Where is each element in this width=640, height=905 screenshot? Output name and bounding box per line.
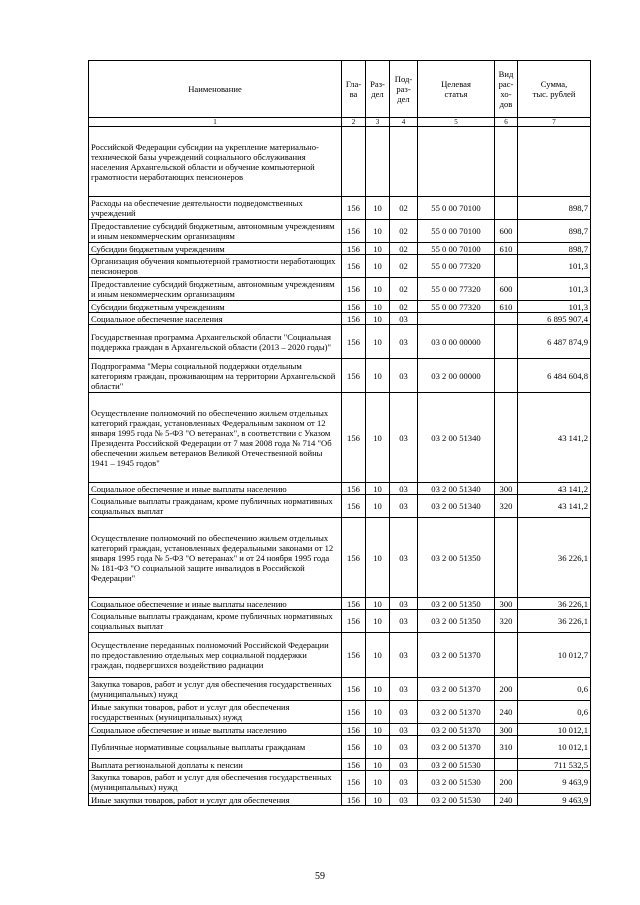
row-expense-type: 200 xyxy=(495,678,518,701)
row-chapter: 156 xyxy=(342,313,366,325)
row-amount: 36 226,1 xyxy=(518,518,591,598)
row-name: Иные закупки товаров, работ и услуг для обеспечения xyxy=(89,794,342,806)
row-chapter: 156 xyxy=(342,724,366,736)
row-subsection: 03 xyxy=(390,598,418,610)
row-section: 10 xyxy=(366,301,390,313)
row-subsection: 03 xyxy=(390,771,418,794)
row-expense-type xyxy=(495,518,518,598)
row-target-article: 55 0 00 70100 xyxy=(418,197,495,220)
row-subsection: 03 xyxy=(390,736,418,759)
row-expense-type xyxy=(495,313,518,325)
table-row xyxy=(89,610,591,633)
table-row xyxy=(89,633,591,678)
row-expense-type xyxy=(495,393,518,483)
row-section: 10 xyxy=(366,678,390,701)
row-chapter: 156 xyxy=(342,255,366,278)
row-expense-type: 300 xyxy=(495,598,518,610)
table-row xyxy=(89,483,591,495)
row-chapter: 156 xyxy=(342,243,366,255)
row-target-article: 55 0 00 70100 xyxy=(418,243,495,255)
table-row xyxy=(89,678,591,701)
row-expense-type: 300 xyxy=(495,724,518,736)
row-target-article: 03 2 00 51340 xyxy=(418,495,495,518)
table-row xyxy=(89,736,591,759)
row-amount: 101,3 xyxy=(518,255,591,278)
row-name: Государственная программа Архангельской области "Социальная поддержка граждан в Архангельской области (2013 – 2020 годы)" xyxy=(89,325,342,359)
header-expense-type: Вид рас- хо- дов xyxy=(495,61,518,118)
row-target-article: 03 2 00 51350 xyxy=(418,598,495,610)
row-expense-type xyxy=(495,255,518,278)
row-target-article: 03 2 00 51530 xyxy=(418,771,495,794)
row-amount: 10 012,1 xyxy=(518,724,591,736)
row-section: 10 xyxy=(366,197,390,220)
row-expense-type: 600 xyxy=(495,220,518,243)
row-chapter: 156 xyxy=(342,518,366,598)
row-target-article: 03 2 00 51370 xyxy=(418,736,495,759)
row-section: 10 xyxy=(366,610,390,633)
row-subsection: 03 xyxy=(390,483,418,495)
row-amount: 101,3 xyxy=(518,301,591,313)
row-amount: 10 012,7 xyxy=(518,633,591,678)
row-chapter: 156 xyxy=(342,325,366,359)
row-target-article: 03 2 00 51370 xyxy=(418,701,495,724)
row-amount: 36 226,1 xyxy=(518,598,591,610)
row-amount: 0,6 xyxy=(518,701,591,724)
row-subsection: 03 xyxy=(390,359,418,393)
row-subsection: 03 xyxy=(390,393,418,483)
header-chapter: Гла- ва xyxy=(342,61,366,118)
row-section: 10 xyxy=(366,243,390,255)
row-chapter: 156 xyxy=(342,301,366,313)
row-name: Осуществление переданных полномочий Российской Федерации по предоставлению отдельных мер социальной поддержки граждан, подвергшихся воздействию радиации xyxy=(89,633,342,678)
row-subsection: 03 xyxy=(390,518,418,598)
row-target-article: 03 2 00 51350 xyxy=(418,610,495,633)
row-section: 10 xyxy=(366,794,390,806)
row-section: 10 xyxy=(366,393,390,483)
table-row xyxy=(89,495,591,518)
row-section: 10 xyxy=(366,255,390,278)
row-chapter: 156 xyxy=(342,759,366,771)
row-subsection: 02 xyxy=(390,301,418,313)
row-amount: 36 226,1 xyxy=(518,610,591,633)
row-target-article xyxy=(418,127,495,197)
row-chapter: 156 xyxy=(342,278,366,301)
row-subsection: 03 xyxy=(390,678,418,701)
row-chapter: 156 xyxy=(342,495,366,518)
row-target-article: 55 0 00 77320 xyxy=(418,301,495,313)
row-subsection: 02 xyxy=(390,220,418,243)
row-section: 10 xyxy=(366,359,390,393)
row-name: Иные закупки товаров, работ и услуг для обеспечения государственных (муниципальных) нужд xyxy=(89,701,342,724)
row-chapter: 156 xyxy=(342,771,366,794)
row-subsection: 03 xyxy=(390,325,418,359)
row-amount: 6 895 907,4 xyxy=(518,313,591,325)
row-section: 10 xyxy=(366,724,390,736)
row-expense-type xyxy=(495,759,518,771)
row-expense-type: 600 xyxy=(495,278,518,301)
header-section: Раз- дел xyxy=(366,61,390,118)
row-amount: 9 463,9 xyxy=(518,771,591,794)
row-expense-type: 300 xyxy=(495,483,518,495)
row-amount: 10 012,1 xyxy=(518,736,591,759)
row-chapter: 156 xyxy=(342,220,366,243)
row-chapter: 156 xyxy=(342,633,366,678)
row-section: 10 xyxy=(366,736,390,759)
row-expense-type: 240 xyxy=(495,701,518,724)
row-subsection: 02 xyxy=(390,278,418,301)
row-section: 10 xyxy=(366,518,390,598)
column-number: 5 xyxy=(418,118,495,127)
table-row xyxy=(89,771,591,794)
row-name: Выплата региональной доплаты к пенсии xyxy=(89,759,342,771)
row-name: Социальное обеспечение и иные выплаты населению xyxy=(89,483,342,495)
row-target-article: 55 0 00 70100 xyxy=(418,220,495,243)
table-body xyxy=(89,127,591,806)
row-chapter: 156 xyxy=(342,598,366,610)
row-section: 10 xyxy=(366,633,390,678)
row-section: 10 xyxy=(366,759,390,771)
row-target-article: 03 2 00 51340 xyxy=(418,483,495,495)
row-section: 10 xyxy=(366,313,390,325)
row-expense-type: 310 xyxy=(495,736,518,759)
row-amount: 43 141,2 xyxy=(518,483,591,495)
row-amount: 898,7 xyxy=(518,197,591,220)
row-expense-type xyxy=(495,325,518,359)
table-row xyxy=(89,325,591,359)
row-expense-type: 320 xyxy=(495,495,518,518)
row-name: Субсидии бюджетным учреждениям xyxy=(89,301,342,313)
row-subsection: 03 xyxy=(390,701,418,724)
row-chapter xyxy=(342,127,366,197)
row-subsection xyxy=(390,127,418,197)
table-row xyxy=(89,598,591,610)
row-name: Предоставление субсидий бюджетным, автономным учреждениям и иным некоммерческим организациям xyxy=(89,220,342,243)
row-amount: 898,7 xyxy=(518,220,591,243)
row-amount: 9 463,9 xyxy=(518,794,591,806)
row-target-article: 03 2 00 51350 xyxy=(418,518,495,598)
budget-table xyxy=(88,60,591,806)
row-name: Предоставление субсидий бюджетным, автономным учреждениям и иным некоммерческим организациям xyxy=(89,278,342,301)
table-header-row xyxy=(89,61,591,118)
row-section xyxy=(366,127,390,197)
row-subsection: 03 xyxy=(390,724,418,736)
row-name: Расходы на обеспечение деятельности подведомственных учреждений xyxy=(89,197,342,220)
row-chapter: 156 xyxy=(342,794,366,806)
row-name: Российской Федерации субсидии на укрепление материально-технической базы учреждений социального обслуживания населения Архангельской области и обучение компьютерной грамотности неработающих пенсионеров xyxy=(89,127,342,197)
row-subsection: 03 xyxy=(390,759,418,771)
row-target-article: 03 2 00 00000 xyxy=(418,359,495,393)
row-target-article: 03 2 00 51370 xyxy=(418,633,495,678)
page-number: 59 xyxy=(315,871,325,882)
table-row xyxy=(89,278,591,301)
table-row xyxy=(89,220,591,243)
row-section: 10 xyxy=(366,483,390,495)
header-target-article: Целевая статья xyxy=(418,61,495,118)
row-name: Субсидии бюджетным учреждениям xyxy=(89,243,342,255)
row-amount: 711 532,5 xyxy=(518,759,591,771)
row-target-article: 03 2 00 51370 xyxy=(418,678,495,701)
row-expense-type: 200 xyxy=(495,771,518,794)
row-chapter: 156 xyxy=(342,678,366,701)
row-name: Социальное обеспечение и иные выплаты населению xyxy=(89,724,342,736)
row-expense-type xyxy=(495,359,518,393)
row-name: Осуществление полномочий по обеспечению жильем отдельных категорий граждан, установленных Федеральным законом от 12 января 1995 года № 5-ФЗ "О ветеранах", в соответствии с Указом Президента Российской Федерации от 7 мая 2008 года № 714 "Об обеспечении жильем ветеранов Великой Отечественной войны 1941 – 1945 годов" xyxy=(89,393,342,483)
column-number: 6 xyxy=(495,118,518,127)
row-subsection: 03 xyxy=(390,313,418,325)
row-target-article xyxy=(418,313,495,325)
table-row xyxy=(89,255,591,278)
column-number: 3 xyxy=(366,118,390,127)
row-target-article: 03 2 00 51530 xyxy=(418,759,495,771)
header-subsection: Под- раз- дел xyxy=(390,61,418,118)
table-row xyxy=(89,794,591,806)
row-name: Публичные нормативные социальные выплаты гражданам xyxy=(89,736,342,759)
table-row xyxy=(89,724,591,736)
row-expense-type xyxy=(495,197,518,220)
row-expense-type: 320 xyxy=(495,610,518,633)
row-chapter: 156 xyxy=(342,359,366,393)
row-subsection: 03 xyxy=(390,610,418,633)
row-section: 10 xyxy=(366,771,390,794)
table-row xyxy=(89,518,591,598)
row-chapter: 156 xyxy=(342,393,366,483)
table-row xyxy=(89,243,591,255)
row-target-article: 03 2 00 51340 xyxy=(418,393,495,483)
row-amount: 101,3 xyxy=(518,278,591,301)
table-row xyxy=(89,127,591,197)
row-amount: 898,7 xyxy=(518,243,591,255)
row-name: Подпрограмма "Меры социальной поддержки отдельным категориям граждан, проживающим на территории Архангельской области" xyxy=(89,359,342,393)
row-name: Закупка товаров, работ и услуг для обеспечения государственных (муниципальных) нужд xyxy=(89,678,342,701)
row-subsection: 02 xyxy=(390,243,418,255)
row-subsection: 03 xyxy=(390,495,418,518)
row-name: Социальное обеспечение населения xyxy=(89,313,342,325)
table-row xyxy=(89,301,591,313)
column-number: 1 xyxy=(89,118,342,127)
row-target-article: 03 0 00 00000 xyxy=(418,325,495,359)
row-subsection: 02 xyxy=(390,255,418,278)
row-section: 10 xyxy=(366,495,390,518)
row-target-article: 55 0 00 77320 xyxy=(418,255,495,278)
row-chapter: 156 xyxy=(342,197,366,220)
row-chapter: 156 xyxy=(342,736,366,759)
row-amount: 0,6 xyxy=(518,678,591,701)
row-expense-type: 610 xyxy=(495,243,518,255)
row-section: 10 xyxy=(366,701,390,724)
row-expense-type xyxy=(495,127,518,197)
row-amount: 43 141,2 xyxy=(518,495,591,518)
row-section: 10 xyxy=(366,220,390,243)
table-row xyxy=(89,759,591,771)
table-row xyxy=(89,197,591,220)
column-number-row xyxy=(89,118,591,127)
row-subsection: 03 xyxy=(390,633,418,678)
row-expense-type: 610 xyxy=(495,301,518,313)
table-row xyxy=(89,701,591,724)
header-amount: Сумма, тыс. рублей xyxy=(518,61,591,118)
row-amount: 6 484 604,8 xyxy=(518,359,591,393)
row-expense-type xyxy=(495,633,518,678)
row-name: Организация обучения компьютерной грамотности неработающих пенсионеров xyxy=(89,255,342,278)
row-chapter: 156 xyxy=(342,483,366,495)
row-section: 10 xyxy=(366,598,390,610)
header-name: Наименование xyxy=(89,61,342,118)
row-section: 10 xyxy=(366,278,390,301)
row-amount: 43 141,2 xyxy=(518,393,591,483)
row-target-article: 55 0 00 77320 xyxy=(418,278,495,301)
column-number: 2 xyxy=(342,118,366,127)
row-subsection: 03 xyxy=(390,794,418,806)
row-expense-type: 240 xyxy=(495,794,518,806)
row-chapter: 156 xyxy=(342,610,366,633)
column-number: 4 xyxy=(390,118,418,127)
row-chapter: 156 xyxy=(342,701,366,724)
row-target-article: 03 2 00 51530 xyxy=(418,794,495,806)
row-target-article: 03 2 00 51370 xyxy=(418,724,495,736)
row-amount xyxy=(518,127,591,197)
column-number: 7 xyxy=(518,118,591,127)
row-name: Социальное обеспечение и иные выплаты населению xyxy=(89,598,342,610)
row-name: Социальные выплаты гражданам, кроме публичных нормативных социальных выплат xyxy=(89,495,342,518)
row-amount: 6 487 874,9 xyxy=(518,325,591,359)
row-name: Закупка товаров, работ и услуг для обеспечения государственных (муниципальных) нужд xyxy=(89,771,342,794)
row-name: Осуществление полномочий по обеспечению жильем отдельных категорий граждан, установленных федеральными законами от 12 января 1995 года № 5-ФЗ "О ветеранах" и от 24 ноября 1995 года № 181-ФЗ "О социальной защите инвалидов в Российской Федерации" xyxy=(89,518,342,598)
row-name: Социальные выплаты гражданам, кроме публичных нормативных социальных выплат xyxy=(89,610,342,633)
row-subsection: 02 xyxy=(390,197,418,220)
row-section: 10 xyxy=(366,325,390,359)
table-row xyxy=(89,313,591,325)
table-row xyxy=(89,393,591,483)
table-row xyxy=(89,359,591,393)
